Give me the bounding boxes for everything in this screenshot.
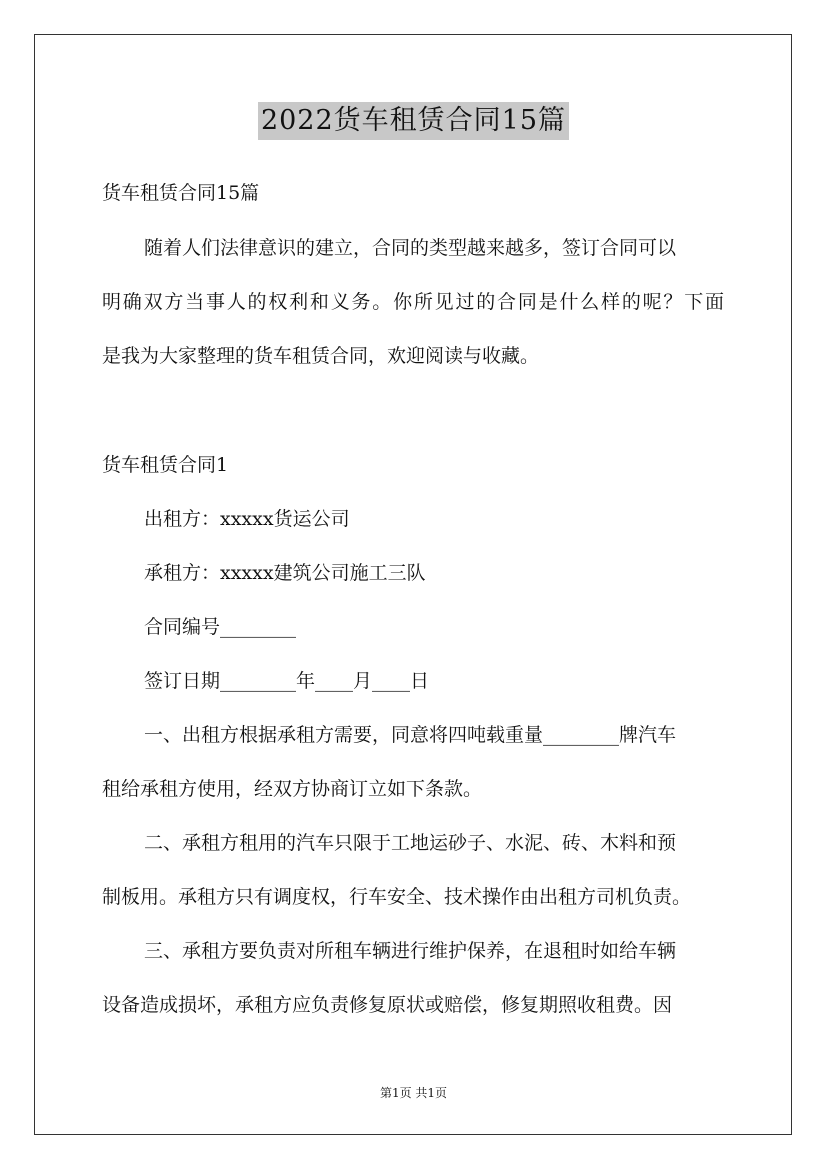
contract-number-line: 合同编号________ [144,616,297,638]
subtitle: 货车租赁合同15篇 [102,182,260,204]
lessor-line: 出租方：xxxxx货运公司 [144,508,350,530]
title-container [0,102,827,140]
clause-2-line-2: 制板用。承租方只有调度权，行车安全、技术操作由出租方司机负责。 [102,886,692,908]
clause-3-line-2: 设备造成损坏，承租方应负责修复原状或赔偿，修复期照收租费。因 [102,994,673,1016]
intro-paragraph-line-2: 明确双方当事人的权利和义务。你所见过的合同是什么样的呢？下面 [102,291,724,313]
intro-paragraph-line-1: 随着人们法律意识的建立，合同的类型越来越多，签订合同可以 [144,237,677,259]
clause-1-line-1: 一、出租方根据承租方需要，同意将四吨载重量________牌汽车 [144,724,677,746]
clause-1-line-2: 租给承租方使用，经双方协商订立如下条款。 [102,778,483,800]
document-title: 2022货车租赁合同15篇 [258,102,569,140]
clause-3-line-1: 三、承租方要负责对所租车辆进行维护保养，在退租时如给车辆 [144,940,677,962]
lessee-line: 承租方：xxxxx建筑公司施工三队 [144,562,426,584]
section-heading: 货车租赁合同1 [102,454,229,476]
intro-paragraph-line-3: 是我为大家整理的货车租赁合同，欢迎阅读与收藏。 [102,345,540,367]
clause-2-line-1: 二、承租方租用的汽车只限于工地运砂子、水泥、砖、木料和预 [144,832,677,854]
page-footer: 第1页 共1页 [379,1086,448,1100]
sign-date-line: 签订日期________年____月____日 [144,670,430,692]
